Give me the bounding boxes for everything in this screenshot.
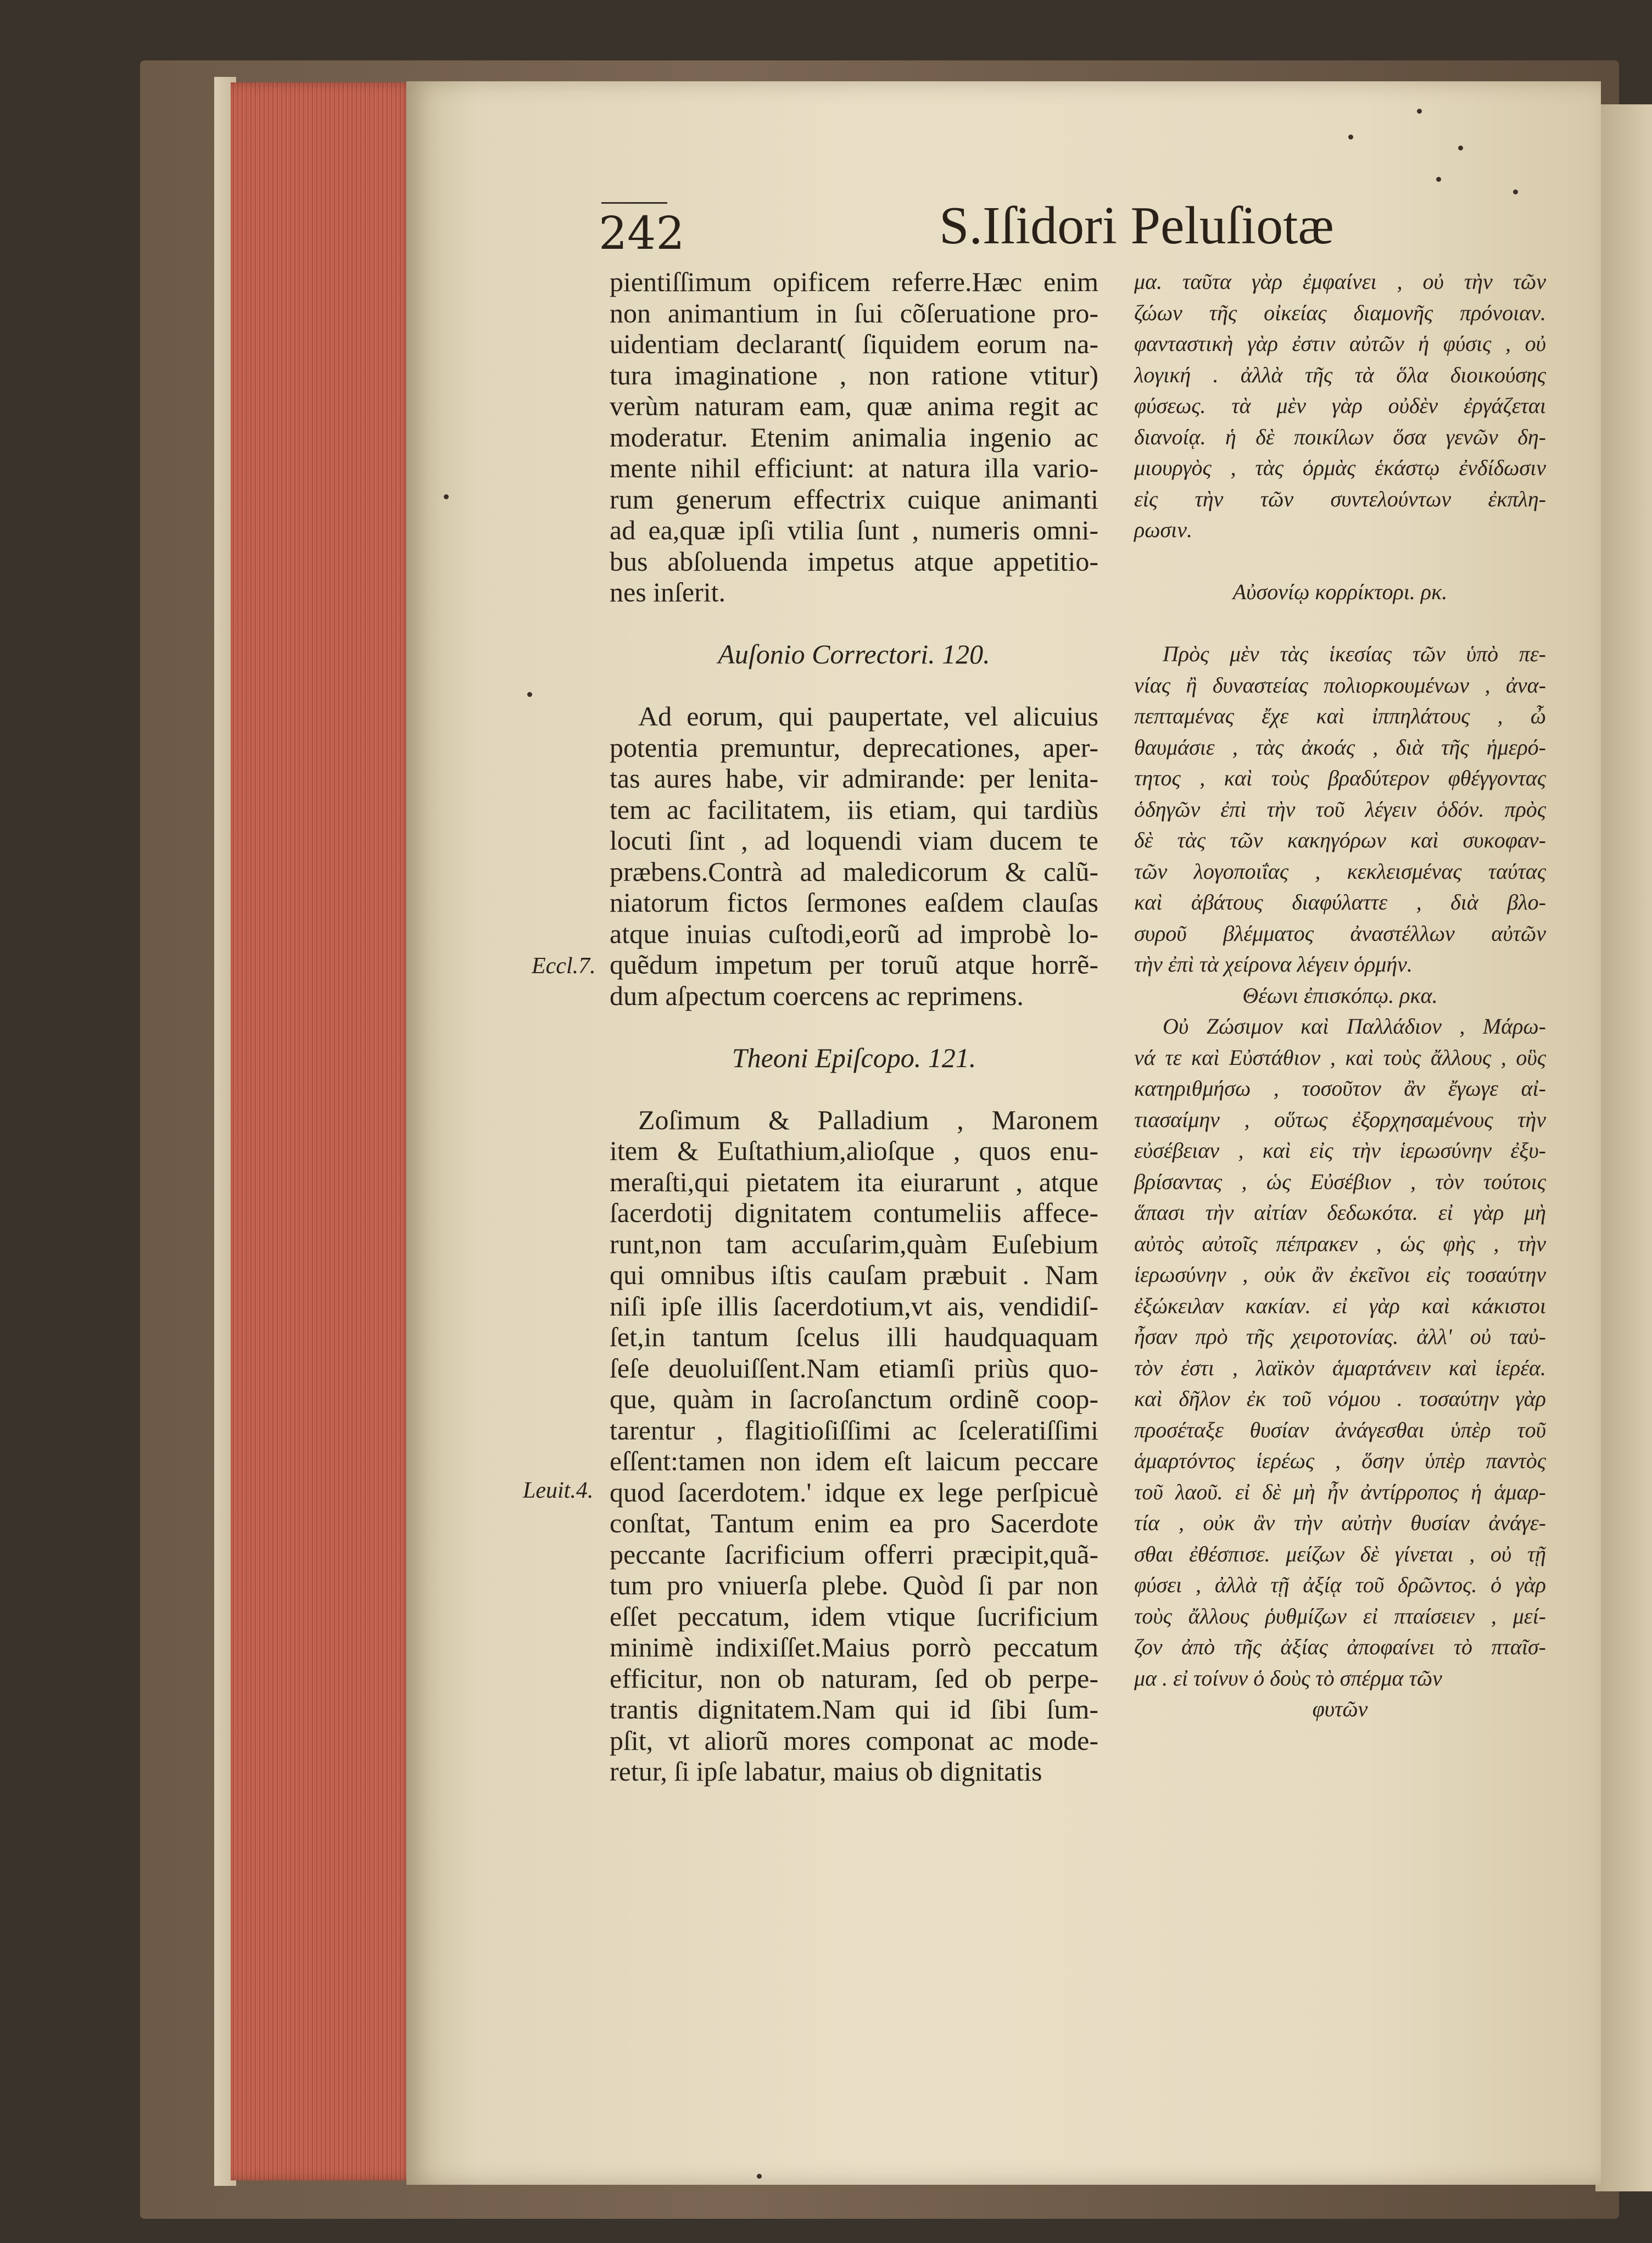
- text-line: ἐξώκειλαν κακίαν. εἰ γὰρ καὶ κάκιστοι: [1134, 1293, 1546, 1318]
- speck: [527, 692, 532, 697]
- text-line: συροῦ βλέμματος ἀναστέλλων αὐτῶν: [1134, 920, 1546, 946]
- text-line: δὲ τὰς τῶν κακηγόρων καὶ συκοφαν-: [1134, 828, 1546, 852]
- text-line: νίας ἢ δυναστείας πολιορκουμένων , ἀνα-: [1134, 672, 1546, 698]
- text-line: ſet,in tantum ſcelus illi haudquaquam: [610, 1321, 1098, 1352]
- text-line: φανταστικὴ γὰρ ἐστιν αὐτῶν ἡ φύσις , οὐ: [1134, 331, 1546, 356]
- header-rule: [601, 202, 667, 204]
- text-line: [610, 1073, 1098, 1104]
- text-line: Auſonio Correctori. 120.: [718, 639, 990, 669]
- page-edges-red: [231, 82, 417, 2180]
- text-line: πεπταμένας ἔχε καὶ ἰππηλάτους , ὦ: [1134, 704, 1546, 728]
- text-line: peccante ſacrificium offerri præcipit,quã-: [610, 1538, 1098, 1570]
- speck: [1417, 109, 1422, 114]
- text-line: τοὺς ἄλλους ῥυθμίζων εἰ πταίσειεν , μεί-: [1134, 1603, 1546, 1628]
- text-line: σθαι ἐθέσπισε. μείζων δὲ γίνεται , οὐ τῇ: [1134, 1541, 1546, 1566]
- latin-column: [610, 266, 1098, 1787]
- text-line: τιασαίμην , οὕτως ἐξορχησαμένους τὴν: [1134, 1107, 1546, 1132]
- text-line: Πρὸς μὲν τὰς ἱκεσίας τῶν ὑπὸ πε-: [1163, 641, 1546, 666]
- text-line: ἅπασι τὴν αἰτίαν δεδωκότα. εἰ γὰρ μὴ: [1134, 1200, 1546, 1225]
- text-line: [1134, 546, 1546, 577]
- text-line: tarentur , flagitioſiſſimi ac ſceleratiſſimi: [610, 1414, 1098, 1446]
- text-line: τὴν ἐπὶ τὰ χείρονα λέγειν ὁρμήν.: [1134, 952, 1413, 977]
- text-line: καὶ ἀβάτους διαφύλαττε , διὰ βλο-: [1134, 890, 1546, 914]
- text-line: μα. ταῦτα γὰρ ἐμφαίνει , οὐ τὴν τῶν: [1134, 269, 1546, 294]
- text-line: [610, 670, 1098, 701]
- speck: [1436, 177, 1441, 182]
- speck: [757, 2174, 762, 2179]
- text-line: ὁδηγῶν ἐπὶ τὴν τοῦ λέγειν ὁδόν. πρὸς: [1134, 796, 1546, 822]
- text-line: præbens.Contrà ad maledicorum & calũ-: [610, 856, 1098, 887]
- text-line: quod ſacerdotem.' idque ex lege perſpicuè: [610, 1476, 1098, 1508]
- text-line: διανοίᾳ. ἡ δὲ ποικίλων ὅσα γενῶν δη-: [1134, 424, 1546, 449]
- text-line: ἁμαρτόντος ἱερέως , ὅσην ὑπὲρ παντὸς: [1134, 1448, 1546, 1473]
- speck: [1348, 135, 1353, 140]
- text-line: efficitur, non ob naturam, ſed ob perpe-: [610, 1662, 1098, 1694]
- text-line: φυτῶν: [1312, 1697, 1368, 1721]
- text-line: runt,non tam accuſarim,quàm Euſebium: [610, 1228, 1098, 1259]
- text-line: μα . εἰ τοίνυν ὁ δοὺς τὸ σπέρμα τῶν: [1134, 1665, 1442, 1690]
- text-line: εἰς τὴν τῶν συντελούντων ἐκπλη-: [1134, 486, 1546, 511]
- text-line: minimè indixiſſet.Maius porrò peccatum: [610, 1632, 1098, 1662]
- text-line: atque inuias cuſtodi,eorũ ad improbè lo-: [610, 918, 1098, 949]
- text-line: θαυμάσιε , τὰς ἀκοάς , διὰ τῆς ἡμερό-: [1134, 734, 1546, 760]
- text-line: μιουργὸς , τὰς ὁρμὰς ἑκάστῳ ἐνδίδωσιν: [1134, 455, 1546, 480]
- text-line: τὸν ἐστι , λαϊκὸν ἁμαρτάνειν καὶ ἱερέα.: [1134, 1355, 1546, 1380]
- text-line: conſtat, Tantum enim ea pro Sacerdote: [610, 1508, 1098, 1538]
- text-line: tas aures habe, vir admirande: per lenita-: [610, 763, 1098, 794]
- speck: [444, 494, 449, 499]
- text-line: dum aſpectum coercens ac reprimens.: [610, 980, 1024, 1011]
- text-line: qui omnibus iſtis cauſam præbuit . Nam: [610, 1259, 1098, 1290]
- text-line: retur, ſi ipſe labatur, maius ob dignitatis: [610, 1756, 1042, 1787]
- text-line: ad ea,quæ ipſi vtilia ſunt , numeris omni-: [610, 515, 1098, 545]
- page-number: 242: [599, 208, 685, 260]
- text-line: εὐσέβειαν , καὶ εἰς τὴν ἱερωσύνην ἐξυ-: [1134, 1138, 1546, 1163]
- text-line: verùm naturam eam, quæ anima regit ac: [610, 390, 1098, 421]
- text-line: pſit, vt aliorũ mores componat ac mode-: [610, 1725, 1098, 1756]
- greek-column: [1134, 266, 1546, 1725]
- text-line: eſſet peccatum, idem vtique ſucrificium: [610, 1600, 1098, 1632]
- text-line: niatorum fictos ſermones eaſdem clauſas: [610, 887, 1098, 918]
- text-line: Θέωνι ἐπισκόπῳ. ρκα.: [1242, 983, 1438, 1008]
- speck: [1513, 189, 1518, 194]
- text-line: quẽdum impetum per toruũ atque horrẽ-: [610, 949, 1098, 980]
- text-line: Οὐ Ζώσιμον καὶ Παλλάδιον , Μάρω-: [1163, 1014, 1546, 1039]
- speck: [1458, 146, 1463, 150]
- text-line: non animantium in ſui cõſeruatione pro-: [610, 297, 1098, 328]
- text-line: ἱερωσύνην , οὐκ ἂν ἐκεῖνοι εἰς τοσαύτην: [1134, 1262, 1546, 1287]
- text-line: κατηριθμήσω , τοσοῦτον ἂν ἔγωγε αἰ-: [1134, 1076, 1546, 1101]
- text-line: bus abſoluenda impetus atque appetitio-: [610, 545, 1098, 577]
- text-line: ἦσαν πρὸ τῆς χειροτονίας. ἀλλ' οὐ ταὐ-: [1134, 1324, 1546, 1349]
- text-line: locuti ſint , ad loquendi viam ducem te: [610, 825, 1098, 856]
- text-line: nes inſerit.: [610, 577, 726, 607]
- text-line: Zoſimum & Palladium , Maronem: [638, 1104, 1098, 1135]
- text-line: τοῦ λαοῦ. εἰ δὲ μὴ ἦν ἀντίρροπος ἡ ἁμαρ-: [1134, 1479, 1546, 1504]
- text-line: tem ac facilitatem, iis etiam, qui tardiùs: [610, 794, 1098, 825]
- text-line: niſi ipſe illis ſacerdotium,vt ais, vendidiſ-: [610, 1290, 1098, 1321]
- running-title: S.Iſidori Peluſiotæ: [939, 196, 1334, 255]
- text-line: que, quàm in ſacroſanctum ordinẽ coop-: [610, 1383, 1098, 1414]
- text-line: potentia premuntur, deprecationes, aper-: [610, 732, 1098, 763]
- text-line: pientiſſimum opificem referre.Hæc enim: [610, 266, 1098, 297]
- facing-page-edge: [1595, 104, 1652, 2191]
- text-line: ζον ἀπὸ τῆς ἀξίας ἀποφαίνει τὸ πταῖσ-: [1134, 1634, 1546, 1659]
- margin-note-leuit: Leuit.4.: [523, 1478, 594, 1503]
- text-line: φύσει , ἀλλὰ τῇ ἀξίᾳ τοῦ δρῶντος. ὁ γὰρ: [1134, 1572, 1546, 1597]
- text-line: ſacerdotij dignitatem contumeliis affece-: [610, 1197, 1098, 1228]
- text-line: item & Euſtathium,alioſque , quos enu-: [610, 1135, 1098, 1166]
- text-line: rum generum effectrix cuique animanti: [610, 483, 1098, 515]
- text-line: προσέταξε θυσίαν ἀνάγεσθαι ὑπὲρ τοῦ: [1134, 1417, 1546, 1442]
- text-line: τῶν λογοποιΐας , κεκλεισμένας ταύτας: [1134, 858, 1546, 884]
- text-line: φύσεως. τὰ μὲν γὰρ οὐδὲν ἐργάζεται: [1134, 393, 1546, 418]
- text-line: ſeſe deuoluiſſent.Nam etiamſi priùs quo-: [610, 1352, 1098, 1383]
- text-line: moderatur. Etenim animalia ingenio ac: [610, 421, 1098, 453]
- text-line: λογική . ἀλλὰ τῆς τὰ ὅλα διοικούσης: [1134, 362, 1546, 387]
- text-line: ρωσιν.: [1134, 517, 1193, 542]
- text-line: νά τε καὶ Εὐστάθιον , καὶ τοὺς ἄλλους , οὓς: [1134, 1045, 1546, 1070]
- text-line: τία , οὐκ ἂν τὴν αὐτὴν θυσίαν ἀνάγε-: [1134, 1510, 1546, 1535]
- text-line: ζώων τῆς οἰκείας διαμονῆς πρόνοιαν.: [1134, 300, 1546, 325]
- text-line: τητος , καὶ τοὺς βραδύτερον φθέγγοντας: [1134, 766, 1546, 790]
- text-line: [610, 608, 1098, 639]
- text-line: αὐτὸς αὐτοῖς πέπρακεν , ὡς φὴς , τὴν: [1134, 1231, 1546, 1256]
- text-line: [1134, 608, 1546, 639]
- text-line: Ad eorum, qui paupertate, vel alicuius: [638, 701, 1098, 732]
- text-line: trantis dignitatem.Nam qui id ſibi ſum-: [610, 1694, 1098, 1725]
- text-line: Αὐσονίῳ κορρίκτορι. ρκ.: [1232, 579, 1448, 604]
- text-line: καὶ δῆλον ἐκ τοῦ νόμου . τοσαύτην γὰρ: [1134, 1386, 1546, 1411]
- text-line: βρίσαντας , ὡς Εὐσέβιον , τὸν τούτοις: [1134, 1169, 1546, 1194]
- text-line: Theoni Epiſcopo. 121.: [732, 1042, 976, 1073]
- text-line: mente nihil efficiunt: at natura illa vario-: [610, 453, 1098, 483]
- text-line: meraſti,qui pietatem ita eiurarunt , atque: [610, 1166, 1098, 1197]
- text-line: [610, 1011, 1098, 1042]
- margin-note-eccl: Eccl.7.: [532, 953, 596, 979]
- text-line: uidentiam declarant( ſiquidem eorum na-: [610, 328, 1098, 359]
- text-line: tura imaginatione , non ratione vtitur): [610, 359, 1098, 390]
- text-line: eſſent:tamen non idem eſt laicum peccare: [610, 1446, 1098, 1476]
- text-line: tum pro vniuerſa plebe. Quòd ſi par non: [610, 1570, 1098, 1600]
